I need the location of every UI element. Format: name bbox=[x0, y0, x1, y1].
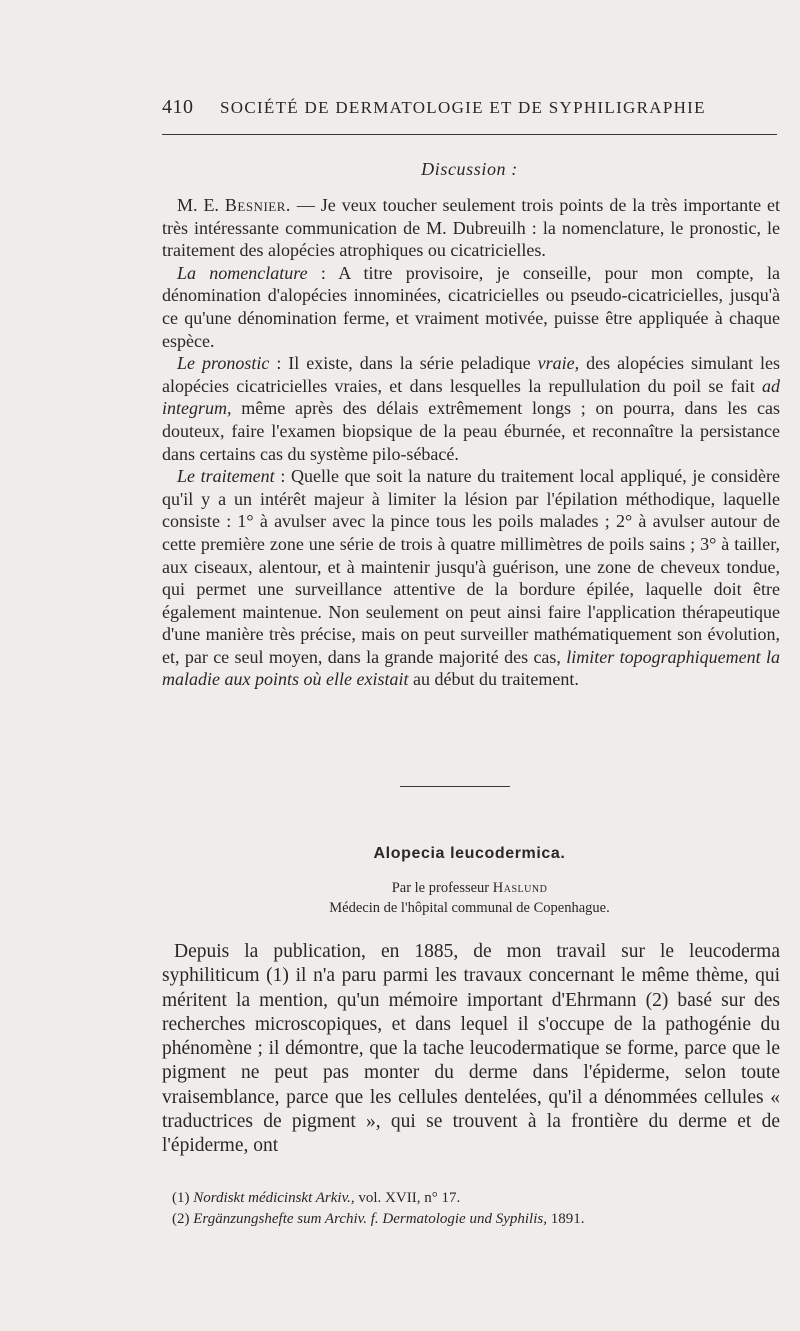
italic-term: ad integrum, bbox=[162, 375, 780, 419]
paragraph-lead: La nomenclature bbox=[177, 262, 308, 283]
footnote-source: Nordiskt médicinskt Arkiv., bbox=[193, 1190, 355, 1206]
paragraph-lead: Le traitement bbox=[177, 466, 275, 487]
page-number: 410 bbox=[162, 96, 194, 118]
paragraph-text: : Quelle que soit la nature du traitement local appliqué, je considère qu'il y a un intérêt majeur à limiter la lésion par l'épilation méthodique, laquelle consiste : 1° à avulser avec la pince tous les poils malades ; 2° à avulser autour de cette première zone une série de trois à quatre millimètres de poils sains ; 3° à tailler, aux ciseaux, alentour, et à maintenir jusqu'à guérison, une zone de cheveux tondue, qui permet une surveillance attentive de la bordure épilée, laquelle doit être également maintenue. Non seulement on peut ainsi faire l'application thérapeutique d'une manière très précise, mais on peut surveiller mathématiquement son évolution, et, par ce seul moyen, dans la grande majorité des cas, bbox=[162, 466, 780, 667]
paragraph-text: même après des délais extrêmement longs ; on pourra, dans les cas douteux, faire l'examen biopsique de la peau éburnée, et reconnaître la persistance dans certains cas du système pilo-sébacé. bbox=[162, 398, 780, 464]
italic-term: vraie, bbox=[537, 353, 580, 374]
footnote-detail: vol. XVII, n° 17. bbox=[354, 1190, 461, 1206]
byline bbox=[162, 878, 777, 918]
footnote-2 bbox=[172, 1209, 772, 1230]
footnotes bbox=[172, 1188, 772, 1230]
discussion-body bbox=[162, 194, 780, 691]
speaker-name: Besnier. bbox=[224, 195, 291, 215]
byline-prefix: Par le professeur bbox=[391, 880, 490, 896]
footnote-source: Ergänzungshefte sum Archiv. f. Dermatologie und Syphilis, bbox=[193, 1211, 547, 1227]
paragraph-nomenclature bbox=[162, 262, 780, 352]
article-body bbox=[162, 940, 780, 1159]
article-title: Alopecia leucodermica. bbox=[373, 845, 566, 862]
paragraph-text: — Je veux toucher seulement trois points de la très importante et très intéressante communication de M. Dubreuilh : la nomenclature, le pronostic, le traitement des alopécies atrophiques ou cicatricielles. bbox=[162, 195, 780, 261]
author-line bbox=[162, 878, 777, 898]
paragraph-text: : A titre provisoire, je conseille, pour mon compte, la dénomination d'alopécies innominées, cicatricielles ou pseudo-cicatricielles, jusqu'à ce qu'une dénomination ferme, et vraiment motivée, puisse être appliquée à chaque espèce. bbox=[162, 262, 780, 351]
section-divider bbox=[400, 786, 510, 787]
paragraph-text: : Il existe, dans la série peladique bbox=[269, 353, 538, 374]
header-rule bbox=[162, 134, 777, 135]
section-heading-discussion: Discussion : bbox=[421, 159, 518, 179]
running-title: SOCIÉTÉ DE DERMATOLOGIE ET DE SYPHILIGRAPHIE bbox=[220, 98, 706, 117]
footnote-1 bbox=[172, 1188, 772, 1209]
paragraph-pronostic bbox=[162, 352, 780, 465]
paragraph-text: des alopécies simulant les alopécies cicatricielles vraies, et dans lesquelles la repullulation du poil se fait bbox=[162, 353, 780, 396]
paragraph-traitement bbox=[162, 465, 780, 691]
footnote-marker: (2) bbox=[172, 1211, 190, 1227]
article-paragraph: Depuis la publication, en 1885, de mon travail sur le leucoderma syphiliticum (1) il n'a paru parmi les travaux concernant le même thème, qui méritent la mention, qu'un mémoire important d'Ehrmann (2) basé sur des recherches microscopiques, et dans lequel il s'occupe de la pathogénie du phénomène ; il démontre, que la tache leucodermatique se forme, parce que le pigment ne peut pas monter du derme dans l'épiderme, selon toute vraisemblance, parce que les cellules dentelées, qu'il a dénommées cellules « traductrices de pigment », qui se trouvent à la frontière du derme et de l'épiderme, ont bbox=[162, 941, 780, 1157]
speaker-initials: M. E. bbox=[177, 195, 219, 215]
paragraph-text: au début du traitement. bbox=[408, 669, 579, 690]
paragraph-lead: Le pronostic bbox=[177, 353, 270, 374]
page-header bbox=[162, 96, 777, 119]
footnote-marker: (1) bbox=[172, 1190, 190, 1206]
footnote-detail: 1891. bbox=[546, 1211, 585, 1227]
author-affiliation: Médecin de l'hôpital communal de Copenhague. bbox=[329, 900, 610, 916]
author-name: Haslund bbox=[492, 880, 548, 896]
italic-phrase: limiter topographiquement la maladie aux points où elle existait bbox=[162, 646, 780, 690]
paragraph-besnier bbox=[162, 194, 780, 262]
